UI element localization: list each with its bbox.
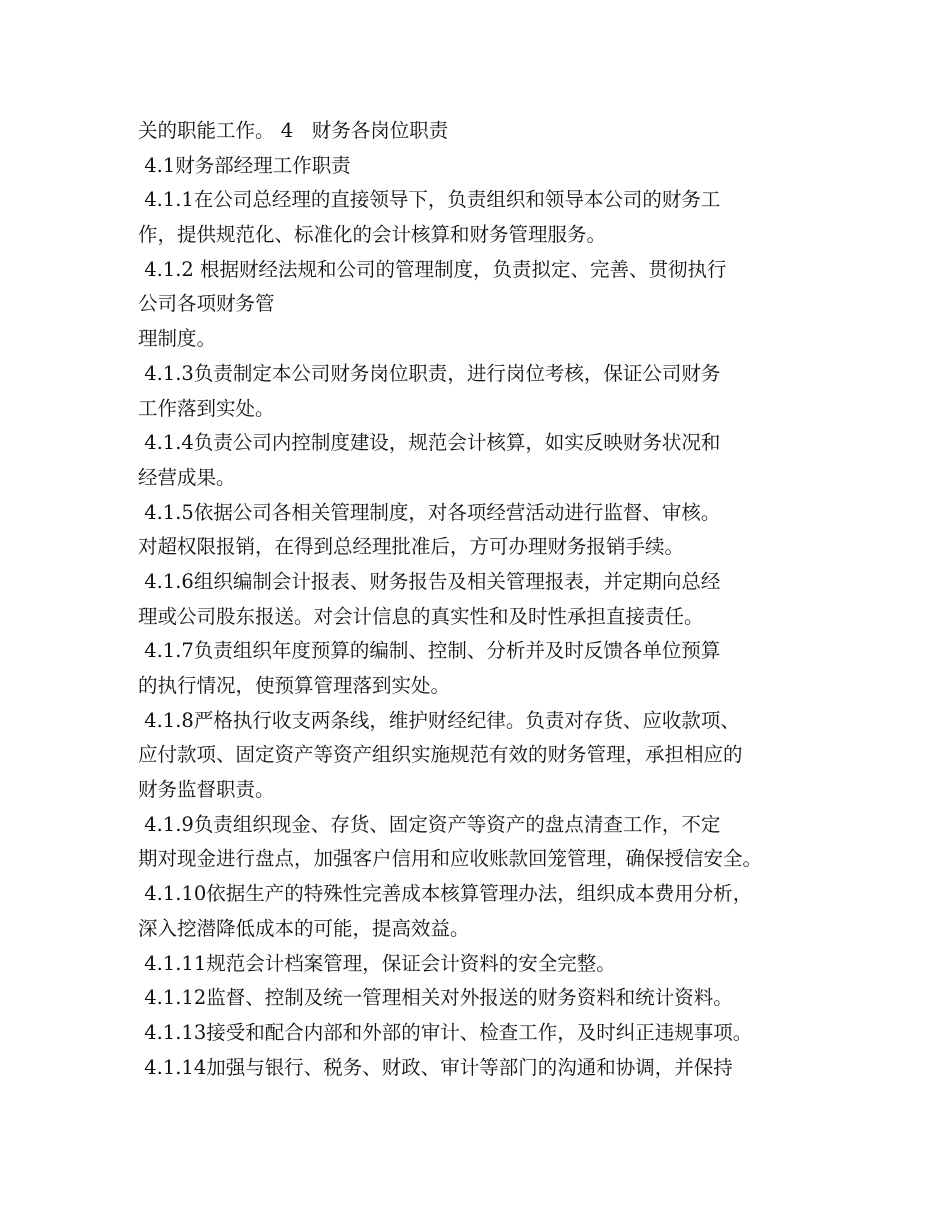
text-line: 对超权限报销，在得到总经理批准后，方可办理财务报销手续。 <box>138 535 685 559</box>
body-text <box>138 114 828 1085</box>
text-line: 应付款项、固定资产等资产组织实施规范有效的财务管理，承担相应的 <box>138 743 743 767</box>
text-line: 4.1.12监督、控制及统一管理相关对外报送的财务资料和统计资料。 <box>138 986 733 1010</box>
text-line: 4.1.11规范会计档案管理，保证会计资料的安全完整。 <box>138 951 616 975</box>
text-line: 4.1.6组织编制会计报表、财务报告及相关管理报表，并定期向总经 <box>138 569 721 593</box>
text-line: 4.1.3负责制定本公司财务岗位职责，进行岗位考核，保证公司财务 <box>138 361 721 385</box>
text-line: 期对现金进行盘点，加强客户信用和应收账款回笼管理，确保授信安全。 <box>138 847 763 871</box>
text-line: 公司各项财务管 <box>138 292 275 316</box>
text-line: 理制度。 <box>138 327 217 351</box>
text-line: 4.1.7负责组织年度预算的编制、控制、分析并及时反馈各单位预算 <box>138 639 721 663</box>
text-line: 4.1.2 根据财经法规和公司的管理制度，负责拟定、完善、贯彻执行 <box>138 257 727 281</box>
text-line: 理或公司股东报送。对会计信息的真实性和及时性承担直接责任。 <box>138 604 704 628</box>
text-line: 4.1.9负责组织现金、存货、固定资产等资产的盘点清查工作，不定 <box>138 812 721 836</box>
text-line: 深入挖潜降低成本的可能，提高效益。 <box>138 916 470 940</box>
text-line: 4.1.8严格执行收支两条线，维护财经纪律。负责对存货、应收款项、 <box>138 708 740 732</box>
text-line: 的执行情况，使预算管理落到实处。 <box>138 674 451 697</box>
text-line: 4.1.1在公司总经理的直接领导下，负责组织和领导本公司的财务工 <box>138 188 721 212</box>
text-line: 4.1.14加强与银行、税务、财政、审计等部门的沟通和协调，并保持 <box>138 1055 733 1079</box>
text-line: 财务监督职责。 <box>138 778 275 802</box>
section-heading: 4.1财务部经理工作职责 <box>138 153 351 177</box>
text-line: 4.1.10依据生产的特殊性完善成本核算管理办法，组织成本费用分析， <box>138 882 753 906</box>
text-line: 工作落到实处。 <box>138 396 275 420</box>
text-line: 关的职能工作。 4 财务各岗位职责 <box>138 119 449 142</box>
text-line: 4.1.5依据公司各相关管理制度，对各项经营活动进行监督、审核。 <box>138 500 721 524</box>
text-line: 作，提供规范化、标准化的会计核算和财务管理服务。 <box>138 223 607 247</box>
text-line: 经营成果。 <box>138 465 236 489</box>
text-line: 4.1.4负责公司内控制度建设，规范会计核算，如实反映财务状况和 <box>138 431 721 455</box>
text-line: 4.1.13接受和配合内部和外部的审计、检查工作，及时纠正违规事项。 <box>138 1020 753 1044</box>
